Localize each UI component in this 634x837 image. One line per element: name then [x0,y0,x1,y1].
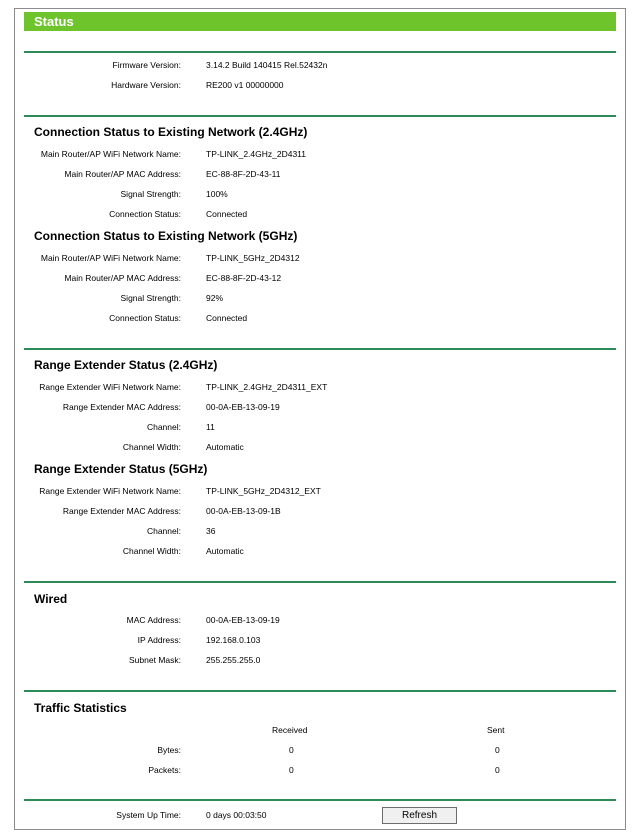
sent-column-header: Sent [487,725,505,735]
section-divider [24,115,616,117]
ext-5-network-name-label: Range Extender WiFi Network Name: [39,486,181,496]
wired-heading: Wired [34,592,68,606]
conn-5-network-name-value: TP-LINK_5GHz_2D4312 [206,253,300,263]
conn-24-status-value: Connected [206,209,248,219]
wired-ip-label: IP Address: [137,635,181,645]
ext-24-network-name-label: Range Extender WiFi Network Name: [39,382,181,392]
conn-24ghz-heading: Connection Status to Existing Network (2.4GHz) [34,125,308,139]
conn-24-mac-value: EC-88-8F-2D-43-11 [206,169,281,179]
section-divider [24,799,616,801]
firmware-version-label: Firmware Version: [112,60,181,70]
ext-5-network-name-value: TP-LINK_5GHz_2D4312_EXT [206,486,321,496]
uptime-value: 0 days 00:03:50 [206,810,267,820]
ext-24-width-label: Channel Width: [122,442,181,452]
ext-5-width-label: Channel Width: [122,546,181,556]
bytes-label: Bytes: [157,745,181,755]
hardware-version-label: Hardware Version: [111,80,181,90]
section-divider [24,348,616,350]
ext-5-mac-value: 00-0A-EB-13-09-1B [206,506,281,516]
ext-24-network-name-value: TP-LINK_2.4GHz_2D4311_EXT [206,382,328,392]
packets-received-value: 0 [289,765,294,775]
ext-5-channel-label: Channel: [146,526,181,536]
conn-24-status-label: Connection Status: [109,209,181,219]
status-title-bar [24,12,616,31]
conn-5-mac-label: Main Router/AP MAC Address: [64,273,181,283]
firmware-version-value: 3.14.2 Build 140415 Rel.52432n [206,60,328,70]
section-divider [24,51,616,53]
section-divider [24,581,616,583]
ext-5ghz-heading: Range Extender Status (5GHz) [34,462,208,476]
conn-24-signal-value: 100% [206,189,228,199]
ext-5-mac-label: Range Extender MAC Address: [62,506,181,516]
bytes-sent-value: 0 [495,745,500,755]
wired-mac-label: MAC Address: [126,615,181,625]
refresh-button[interactable]: Refresh [382,807,457,824]
ext-5-width-value: Automatic [206,546,244,556]
conn-5ghz-heading: Connection Status to Existing Network (5GHz) [34,229,298,243]
conn-5-signal-value: 92% [206,293,224,303]
conn-5-network-name-label: Main Router/AP WiFi Network Name: [40,253,181,263]
received-column-header: Received [272,725,308,735]
packets-label: Packets: [148,765,181,775]
wired-mac-value: 00-0A-EB-13-09-19 [206,615,280,625]
conn-5-status-label: Connection Status: [109,313,181,323]
conn-24-network-name-value: TP-LINK_2.4GHz_2D4311 [206,149,307,159]
page-title: Status [34,14,74,29]
conn-24-mac-label: Main Router/AP MAC Address: [64,169,181,179]
conn-5-mac-value: EC-88-8F-2D-43-12 [206,273,282,283]
ext-24-mac-value: 00-0A-EB-13-09-19 [206,402,280,412]
ext-24-channel-label: Channel: [146,422,181,432]
ext-24-mac-label: Range Extender MAC Address: [62,402,181,412]
uptime-label: System Up Time: [116,810,181,820]
section-divider [24,690,616,692]
conn-5-status-value: Connected [206,313,248,323]
conn-5-signal-label: Signal Strength: [120,293,181,303]
wired-ip-value: 192.168.0.103 [206,635,261,645]
ext-24-width-value: Automatic [206,442,244,452]
packets-sent-value: 0 [495,765,500,775]
wired-subnet-value: 255.255.255.0 [206,655,261,665]
ext-24ghz-heading: Range Extender Status (2.4GHz) [34,358,218,372]
wired-subnet-label: Subnet Mask: [129,655,181,665]
traffic-heading: Traffic Statistics [34,701,127,715]
ext-5-channel-value: 36 [206,526,216,536]
hardware-version-value: RE200 v1 00000000 [206,80,284,90]
bytes-received-value: 0 [289,745,294,755]
conn-24-signal-label: Signal Strength: [120,189,181,199]
conn-24-network-name-label: Main Router/AP WiFi Network Name: [40,149,181,159]
ext-24-channel-value: 11 [206,422,215,432]
